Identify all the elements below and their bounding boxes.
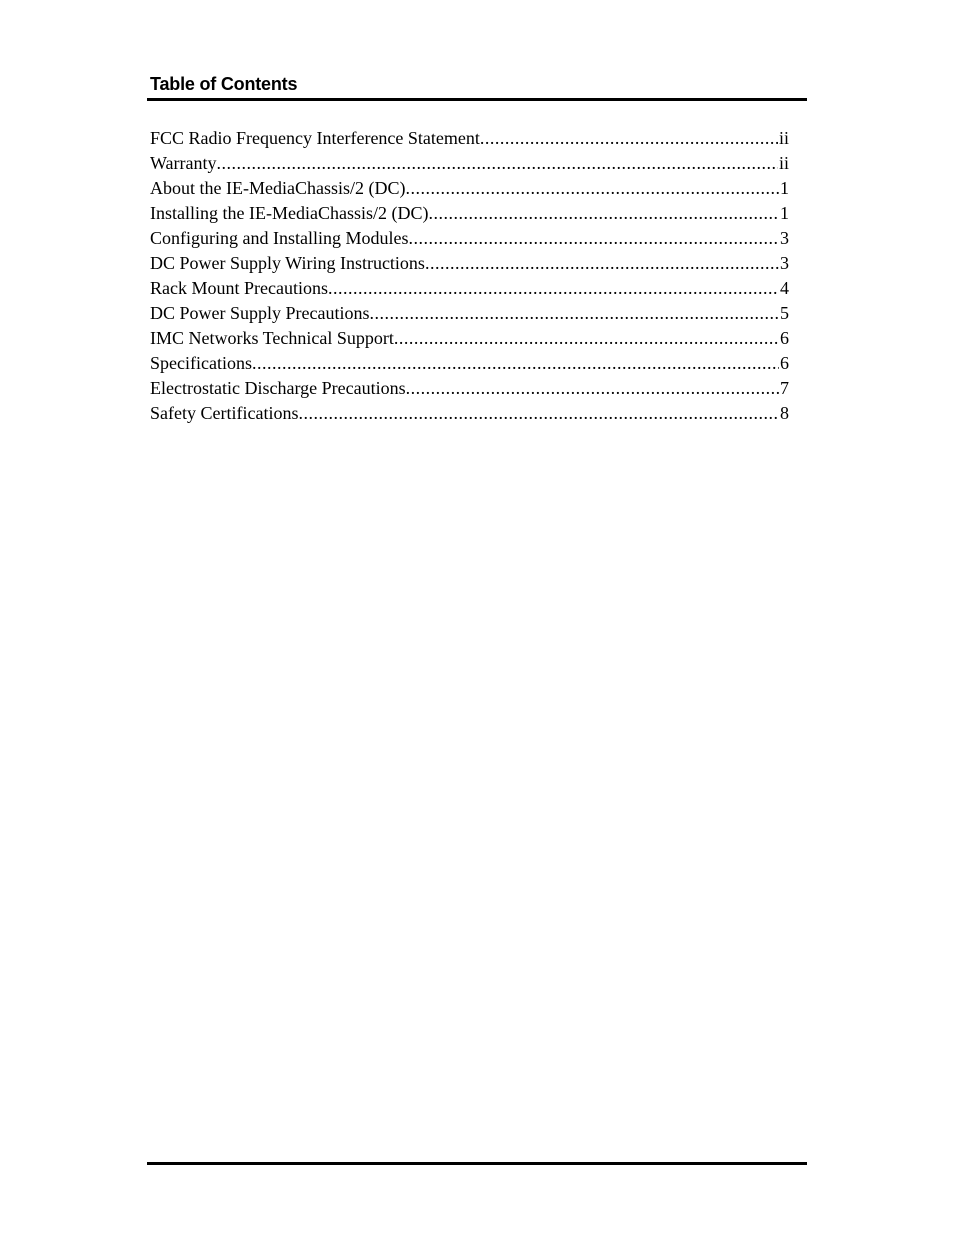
toc-entry-title: Configuring and Installing Modules xyxy=(150,228,409,248)
toc-entry-specifications[interactable] xyxy=(150,351,789,376)
toc-entry-title: About the IE-MediaChassis/2 (DC) xyxy=(150,178,406,198)
toc-page-number: ii xyxy=(778,153,789,173)
toc-entry-safety-certifications[interactable] xyxy=(150,401,789,426)
toc-entry-title: FCC Radio Frequency Interference Statement xyxy=(150,128,480,148)
toc-page-number: 1 xyxy=(780,203,789,223)
toc-entry-about[interactable] xyxy=(150,176,789,201)
toc-entry-title: Rack Mount Precautions xyxy=(150,278,328,298)
toc-page-number: 3 xyxy=(780,228,789,248)
toc-page-number: 6 xyxy=(780,353,789,373)
toc-entry-title: Electrostatic Discharge Precautions xyxy=(150,378,406,398)
toc-dot-leader xyxy=(408,226,779,251)
toc-entry-installing[interactable] xyxy=(150,201,789,226)
header-divider xyxy=(147,98,807,101)
page-title: Table of Contents xyxy=(150,74,298,94)
toc-page-number: 5 xyxy=(780,303,789,323)
toc-entry-title: Specifications xyxy=(150,353,252,373)
toc-dot-leader xyxy=(394,326,779,351)
toc-dot-leader xyxy=(425,251,779,276)
toc-page-number: 1 xyxy=(780,178,789,198)
toc-entry-esd[interactable] xyxy=(150,376,789,401)
toc-entry-title: Installing the IE-MediaChassis/2 (DC) xyxy=(150,203,429,223)
toc-entry-title: IMC Networks Technical Support xyxy=(150,328,394,348)
toc-dot-leader xyxy=(252,351,779,376)
toc-dot-leader xyxy=(328,276,779,301)
toc-dot-leader xyxy=(217,151,778,176)
toc-entry-fcc-statement[interactable] xyxy=(150,126,789,151)
toc-page-number: 4 xyxy=(780,278,789,298)
footer-divider xyxy=(147,1162,807,1165)
toc-entry-title: Warranty xyxy=(150,153,217,173)
toc-entry-dc-precautions[interactable] xyxy=(150,301,789,326)
toc-page-number: 6 xyxy=(780,328,789,348)
toc-page-number: 7 xyxy=(780,378,789,398)
toc-dot-leader xyxy=(480,126,778,151)
toc-dot-leader xyxy=(406,376,779,401)
table-of-contents xyxy=(150,126,789,426)
toc-dot-leader xyxy=(428,201,779,226)
toc-entry-tech-support[interactable] xyxy=(150,326,789,351)
toc-entry-title: DC Power Supply Wiring Instructions xyxy=(150,253,425,273)
toc-entry-title: Safety Certifications xyxy=(150,403,299,423)
toc-dot-leader xyxy=(298,401,779,426)
toc-dot-leader xyxy=(405,176,779,201)
toc-entry-warranty[interactable] xyxy=(150,151,789,176)
toc-entry-rack-mount[interactable] xyxy=(150,276,789,301)
toc-page-number: ii xyxy=(778,128,789,148)
toc-entry-dc-wiring[interactable] xyxy=(150,251,789,276)
toc-dot-leader xyxy=(370,301,780,326)
toc-entry-configuring-modules[interactable] xyxy=(150,226,789,251)
toc-entry-title: DC Power Supply Precautions xyxy=(150,303,370,323)
toc-page-number: 3 xyxy=(780,253,789,273)
toc-page-number: 8 xyxy=(780,403,789,423)
